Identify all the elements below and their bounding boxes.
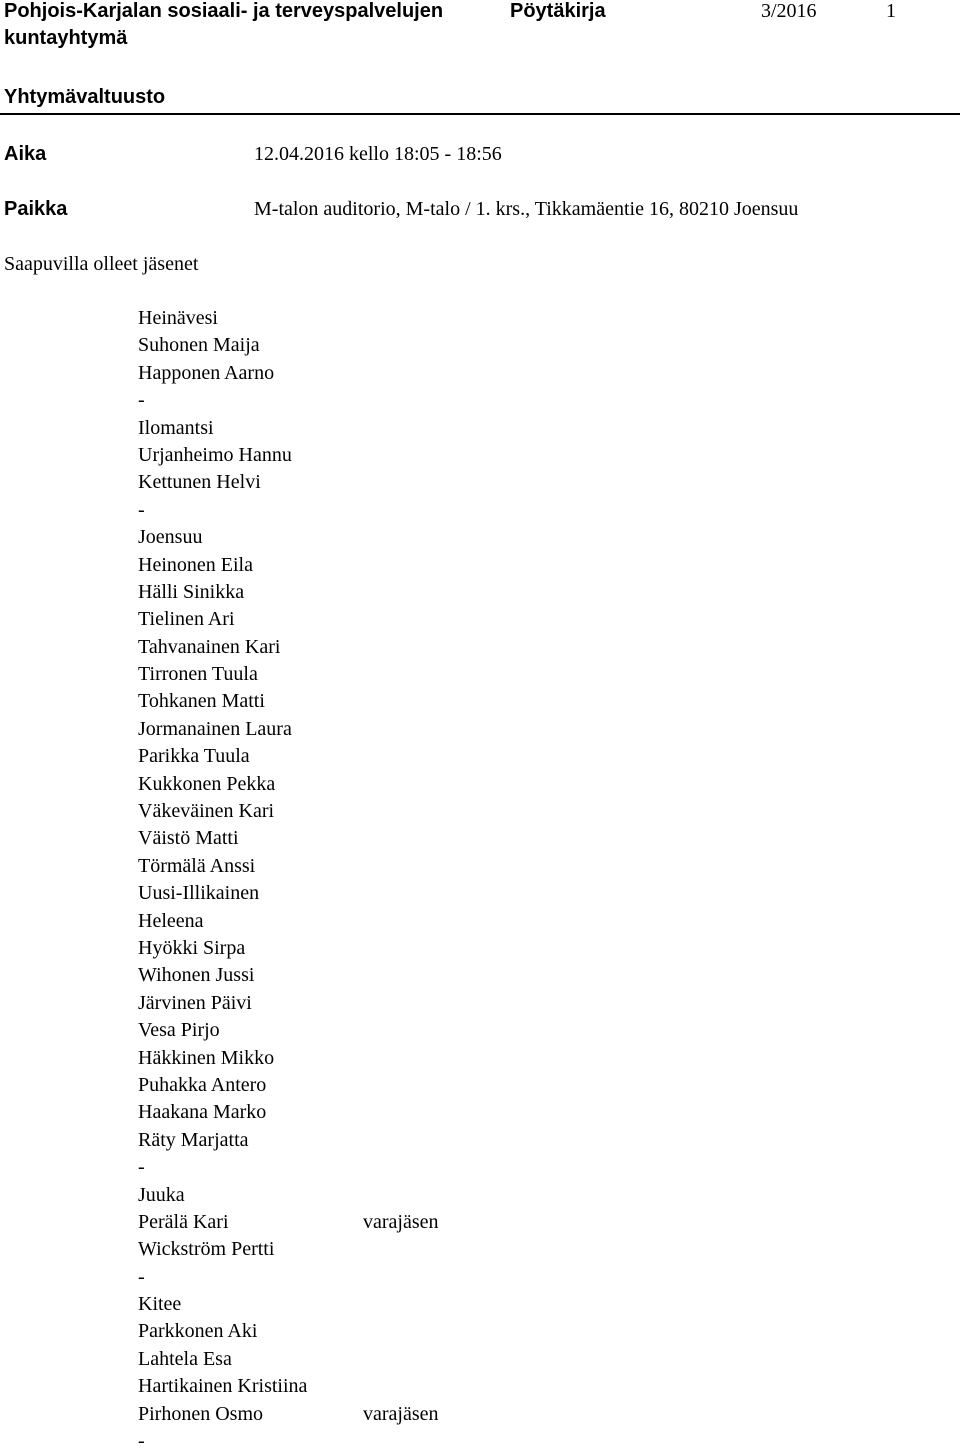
time-value: 12.04.2016 kello 18:05 - 18:56 (254, 143, 502, 165)
attendee-name: Kettunen Helvi (138, 471, 261, 494)
attendee-list-item (138, 469, 558, 496)
attendee-name: Joensuu (138, 526, 203, 549)
attendee-name: Parikka Tuula (138, 745, 250, 768)
document-type: Pöytäkirja (510, 0, 606, 22)
attendee-list-item (138, 1127, 558, 1154)
attendees-title: Saapuvilla olleet jäsenet (4, 253, 199, 275)
attendee-name: Häkkinen Mikko (138, 1046, 275, 1069)
attendee-list-item (138, 606, 558, 633)
attendee-list-item (138, 1099, 558, 1126)
attendee-list-item (138, 634, 558, 661)
governing-body-name: Yhtymävaltuusto (4, 86, 166, 108)
attendee-name: Suhonen Maija (138, 334, 260, 357)
attendee-name: Ilomantsi (138, 416, 214, 439)
attendee-name: Räty Marjatta (138, 1128, 249, 1151)
page-number: 1 (886, 0, 896, 22)
attendee-list-item (138, 552, 558, 579)
attendee-list-item (138, 716, 558, 743)
attendee-name: Tirronen Tuula (138, 663, 258, 686)
attendee-name: Heinonen Eila (138, 553, 253, 576)
attendee-list-item (138, 579, 558, 606)
attendee-list-item (138, 360, 558, 387)
attendee-list-item (138, 1236, 558, 1263)
attendee-name: Wickström Pertti (138, 1238, 275, 1261)
attendee-list-item (138, 771, 558, 798)
attendee-name: - (138, 498, 145, 521)
attendee-list-item (138, 935, 558, 962)
attendee-list-item (138, 524, 558, 551)
attendee-name: Heinävesi (138, 307, 218, 329)
place-label: Paikka (4, 198, 68, 220)
attendee-name: Hälli Sinikka (138, 580, 245, 603)
attendee-list-item (138, 825, 558, 852)
attendee-name: Happonen Aarno (138, 361, 275, 384)
attendee-list-item (138, 853, 558, 880)
attendee-name: - (138, 1265, 145, 1288)
attendee-list-item (138, 1154, 558, 1181)
attendee-name: Väkeväinen Kari (138, 800, 275, 823)
header-divider (0, 113, 960, 115)
attendee-list-item (138, 1346, 558, 1373)
attendee-list-item (138, 415, 558, 442)
attendee-list-item (138, 1045, 558, 1072)
attendee-list-item (138, 962, 558, 989)
attendee-list-item (138, 497, 558, 524)
attendee-list-item (138, 1209, 558, 1236)
attendee-list-item (138, 1401, 558, 1428)
attendee-list-item (138, 442, 558, 469)
attendee-name: - (138, 1430, 145, 1453)
attendee-name: Uusi-Illikainen (138, 882, 260, 905)
attendee-list-item (138, 743, 558, 770)
attendee-name: Vesa Pirjo (138, 1019, 220, 1042)
attendee-list-item (138, 1017, 558, 1044)
attendee-name: Haakana Marko (138, 1101, 267, 1124)
time-label: Aika (4, 143, 47, 165)
attendee-list-item (138, 1318, 558, 1345)
attendee-list-item (138, 1182, 558, 1209)
attendee-list-item (138, 880, 558, 907)
attendee-name: Väistö Matti (138, 827, 239, 850)
attendee-name: Pirhonen Osmo (138, 1402, 263, 1425)
attendee-name: Hyökki Sirpa (138, 936, 246, 959)
organization-name-line1: Pohjois-Karjalan sosiaali- ja terveyspalvelujen (4, 0, 444, 22)
attendee-name: Heleena (138, 909, 204, 932)
attendee-name: Hartikainen Kristiina (138, 1375, 308, 1398)
attendee-list-item (138, 387, 558, 414)
attendee-name: Tohkanen Matti (138, 690, 265, 713)
attendee-name: Wihonen Jussi (138, 964, 255, 987)
attendee-name: Urjanheimo Hannu (138, 443, 292, 466)
attendee-name: Perälä Kari (138, 1210, 229, 1233)
attendee-list-item (138, 1264, 558, 1291)
attendee-list (138, 305, 558, 1455)
attendee-list-item (138, 332, 558, 359)
attendee-list-item (138, 798, 558, 825)
attendee-role: varajäsen (363, 1402, 439, 1425)
attendee-name: Puhakka Antero (138, 1073, 267, 1096)
attendee-list-item (138, 688, 558, 715)
attendee-name: Järvinen Päivi (138, 991, 252, 1014)
attendee-list-item (138, 661, 558, 688)
attendee-name: Parkkonen Aki (138, 1320, 258, 1343)
attendee-name: Kitee (138, 1293, 182, 1316)
attendee-role: varajäsen (363, 1210, 439, 1233)
attendee-name: Jormanainen Laura (138, 717, 292, 740)
attendee-name: Kukkonen Pekka (138, 772, 276, 795)
document-number: 3/2016 (761, 0, 817, 22)
attendee-list-item (138, 1428, 558, 1455)
attendee-list-item (138, 990, 558, 1017)
attendee-list-item (138, 1373, 558, 1400)
attendee-list-item (138, 1072, 558, 1099)
attendee-name: Lahtela Esa (138, 1347, 232, 1370)
attendee-list-item (138, 305, 558, 332)
attendee-name: Tielinen Ari (138, 608, 235, 631)
attendee-list-item (138, 908, 558, 935)
attendee-name: - (138, 389, 145, 412)
place-value: M-talon auditorio, M-talo / 1. krs., Tikkamäentie 16, 80210 Joensuu (254, 198, 799, 220)
attendee-name: Törmälä Anssi (138, 854, 256, 877)
attendee-name: Tahvanainen Kari (138, 635, 281, 658)
attendee-name: Juuka (138, 1183, 185, 1206)
attendee-name: - (138, 1156, 145, 1179)
organization-name-line2: kuntayhtymä (4, 27, 128, 49)
attendee-list-item (138, 1291, 558, 1318)
